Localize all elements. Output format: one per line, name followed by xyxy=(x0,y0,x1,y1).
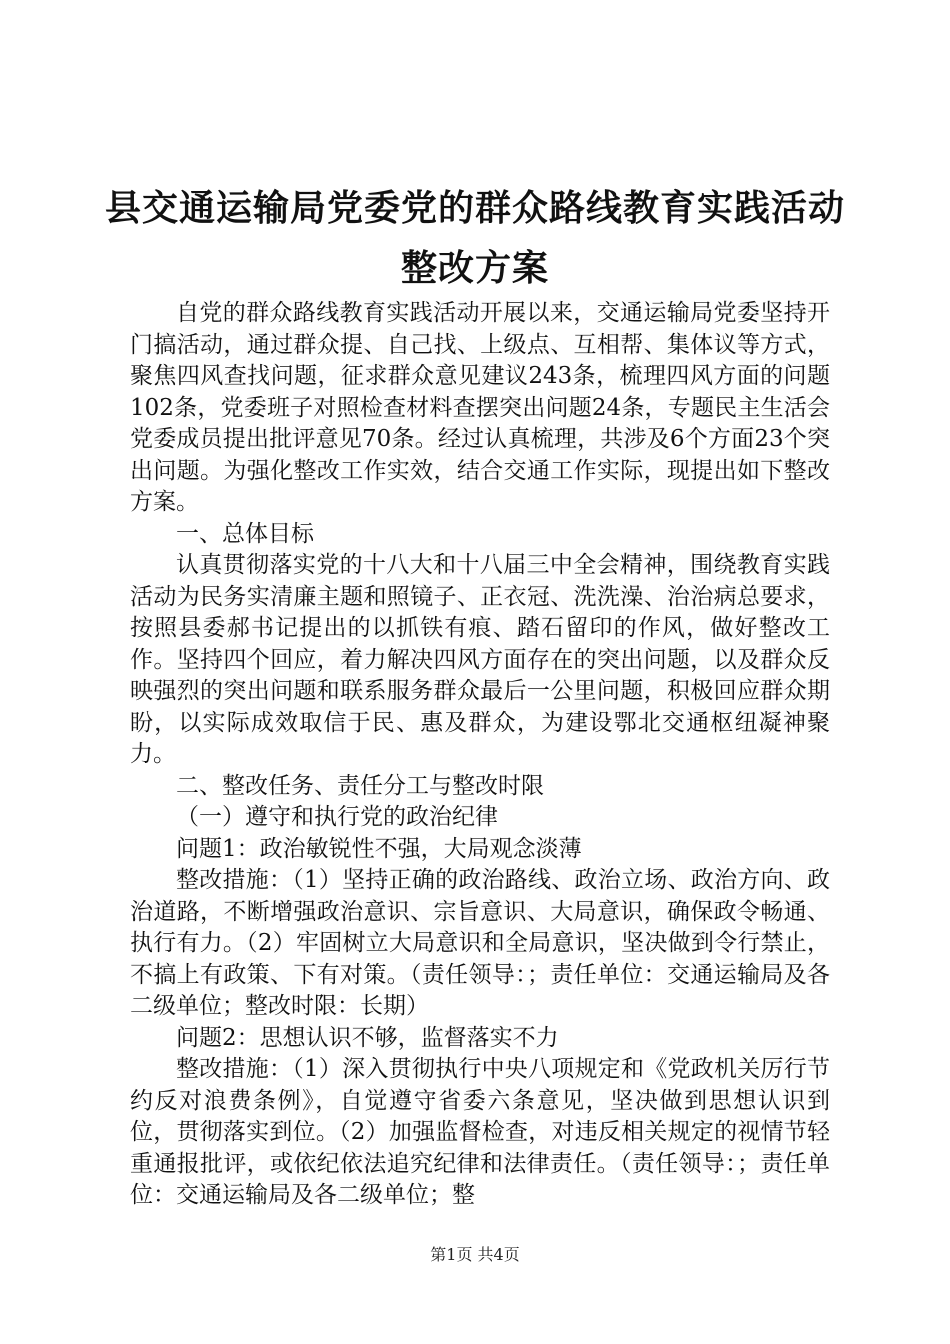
page-footer-page-number: 第1页 共4页 xyxy=(430,1245,520,1264)
problem-2-heading: 问题2：思想认识不够，监督落实不力 xyxy=(176,1024,559,1051)
overall-goal-paragraph: 认真贯彻落实党的十八大和十八届三中全会精神，围绕教育实践活动为民务实清廉主题和照镜子、正衣冠、洗洗澡、治治病总要求，按照县委郝书记提出的以抓铁有痕、踏石留印的作风，做好整改工作。坚持四个回应，着力解决四风方面存在的突出问题，以及群众反映强烈的突出问题和联系服务群众最后一公里问题，积极回应群众期盼，以实际成效取信于民、惠及群众，为建设鄂北交通枢纽凝神聚力。 xyxy=(130,552,830,767)
document-title-line-1: 县交通运输局党委党的群众路线教育实践活动 xyxy=(104,187,845,229)
document-body xyxy=(130,298,830,1212)
problem-1-measures: 整改措施：（1）坚持正确的政治路线、政治立场、政治方向、政治道路，不断增强政治意识、宗旨意识、大局意识，确保政令畅通、执行有力。（2）牢固树立大局意识和全局意识，坚决做到令行禁止，不搞上有政策、下有对策。（责任领导：；责任单位：交通运输局及各二级单位；整改时限：长期） xyxy=(130,867,830,1019)
section-heading-tasks: 二、整改任务、责任分工与整改时限 xyxy=(176,772,544,799)
section-heading-overall-goal: 一、总体目标 xyxy=(176,520,314,547)
subsection-heading-political-discipline: （一）遵守和执行党的政治纪律 xyxy=(176,804,498,830)
document-title-line-2: 整改方案 xyxy=(400,247,549,289)
intro-paragraph: 自党的群众路线教育实践活动开展以来，交通运输局党委坚持开门搞活动，通过群众提、自己找、上级点、互相帮、集体议等方式，聚焦四风查找问题，征求群众意见建议243条，梳理四风方面的问题102条，党委班子对照检查材料查摆突出问题24条，专题民主生活会党委成员提出批评意见70条。经过认真梳理，共涉及6个方面23个突出问题。为强化整改工作实效，结合交通工作实际，现提出如下整改方案。 xyxy=(130,300,830,515)
problem-2-measures: 整改措施：（1）深入贯彻执行中央八项规定和《党政机关厉行节约反对浪费条例》，自觉遵守省委六条意见，坚决做到思想认识到位，贯彻落实到位。（2）加强监督检查，对违反相关规定的视情节轻重通报批评，或依纪依法追究纪律和法律责任。（责任领导：；责任单位：交通运输局及各二级单位；整 xyxy=(130,1056,830,1208)
problem-1-heading: 问题1：政治敏锐性不强，大局观念淡薄 xyxy=(176,835,582,862)
